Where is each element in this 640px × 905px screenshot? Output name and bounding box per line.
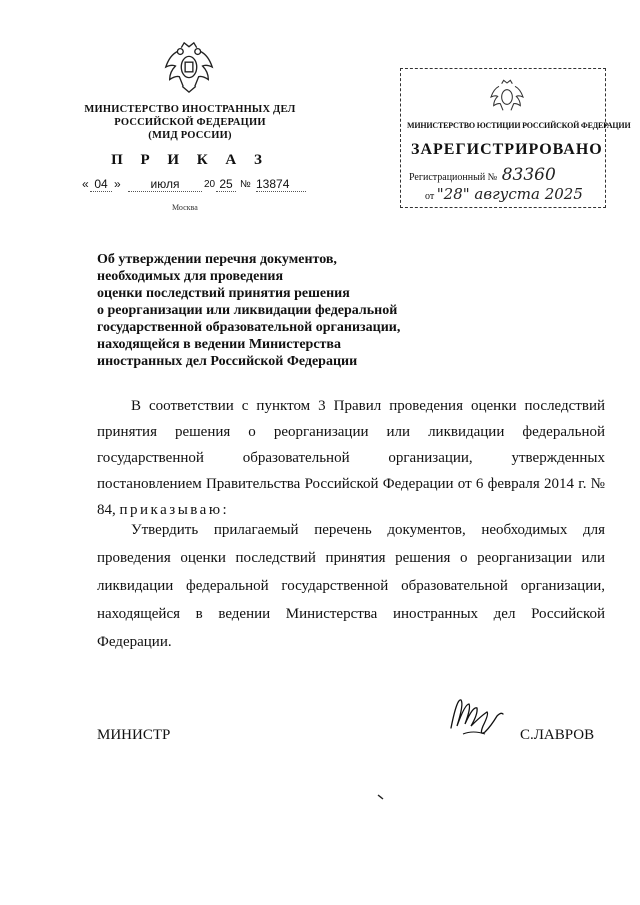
ministry-line-3: (МИД РОССИИ) <box>148 130 232 141</box>
registration-stamp <box>400 68 631 208</box>
ministry-name <box>70 103 310 142</box>
heading-line: Об утверждении перечня документов, <box>97 252 337 267</box>
number-sign: № <box>240 179 251 190</box>
order-year: 25 <box>216 177 236 192</box>
ministry-line-2: РОССИЙСКОЙ ФЕДЕРАЦИИ <box>114 117 266 128</box>
order-command: приказываю: <box>119 502 230 518</box>
order-heading <box>97 251 497 370</box>
stamp-reg-label: Регистрационный № <box>409 172 498 183</box>
heading-line: иностранных дел Российской Федерации <box>97 354 358 369</box>
year-prefix: 20 <box>204 179 216 190</box>
preamble-text: В соответствии с пунктом 3 Правил проведения оценки последствий принятия решения о реорганизации или ликвидации федеральной государственной образовательной организации, утвержденных постановлением Правительства Российской Федерации от 6 февраля 2014 г. № 84, <box>97 398 605 518</box>
stamp-emblem-icon <box>487 77 527 117</box>
stamp-registration-number <box>409 165 605 185</box>
order-paragraph <box>97 516 605 656</box>
date-open-quote: « <box>82 177 89 191</box>
signatory-position: МИНИСТР <box>97 727 171 743</box>
order-title: П Р И К А З <box>111 152 269 168</box>
city-label: Москва <box>172 203 198 212</box>
order-date-line <box>80 177 320 195</box>
heading-line: государственной образовательной организации, <box>97 320 401 335</box>
stamp-registered: ЗАРЕГИСТРИРОВАНО <box>411 141 603 158</box>
russian-coat-of-arms-icon <box>160 38 218 96</box>
heading-line: находящейся в ведении Министерства <box>97 337 341 352</box>
order-number: 13874 <box>256 177 306 192</box>
order-month: июля <box>128 177 202 192</box>
order-day: 04 <box>90 177 112 192</box>
handwritten-signature <box>445 688 517 750</box>
date-close-quote: » <box>114 177 121 191</box>
stamp-date-label: от <box>425 191 435 202</box>
ministry-line-1: МИНИСТЕРСТВО ИНОСТРАННЫХ ДЕЛ <box>84 104 296 115</box>
stamp-ministry: МИНИСТЕРСТВО ЮСТИЦИИ РОССИЙСКОЙ ФЕДЕРАЦИИ <box>407 121 631 130</box>
stamp-date-value: "28" августа 2025 <box>436 185 583 203</box>
stamp-reg-number: 83360 <box>501 165 556 185</box>
stamp-date <box>425 185 601 203</box>
heading-line: о реорганизации или ликвидации федеральной <box>97 303 398 318</box>
ink-mark <box>377 794 385 800</box>
heading-line: оценки последствий принятия решения <box>97 286 350 301</box>
signatory-name: С.ЛАВРОВ <box>520 727 595 743</box>
heading-line: необходимых для проведения <box>97 269 284 284</box>
preamble-paragraph <box>97 393 605 523</box>
order-text: Утвердить прилагаемый перечень документов, необходимых для проведения оценки последствий принятия решения о реорганизации или ликвидации федеральной государственной образовательной организации, находящейся в ведении Министерства иностранных дел Российской Федерации. <box>97 522 605 650</box>
